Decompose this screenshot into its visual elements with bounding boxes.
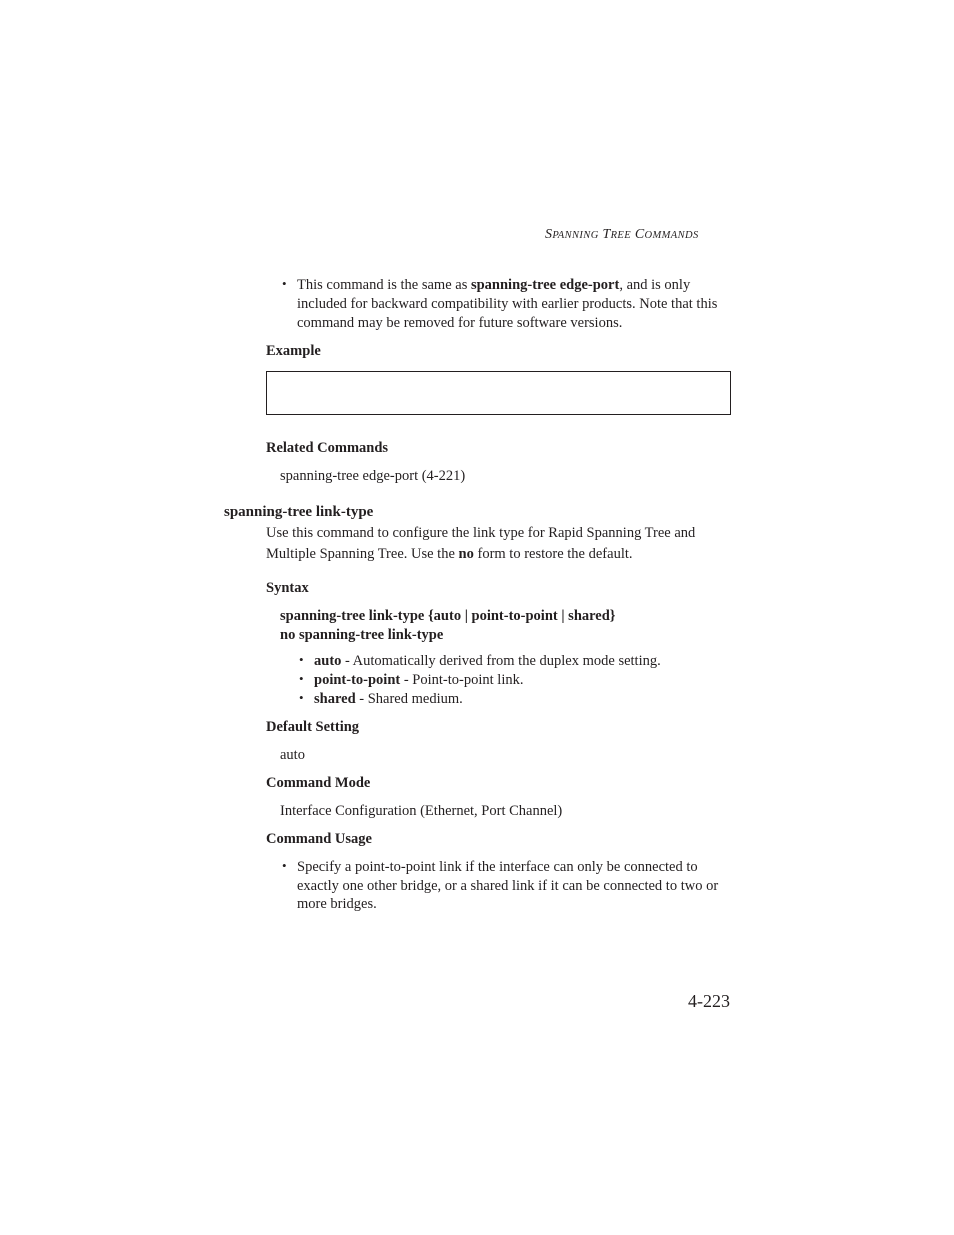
command-usage-line: exactly one other bridge, or a shared link if it can be connected to two or [297,878,719,894]
bullet-icon: • [282,276,287,291]
command-usage-heading: Command Usage [266,831,372,847]
bullet-icon: • [299,690,304,705]
option-term: point-to-point [314,672,401,688]
option-desc: - Shared medium. [355,691,463,707]
header-letter: C [634,227,645,242]
bullet-icon: • [299,652,304,667]
intro-bullet-line: command may be removed for future software versions. [297,315,623,331]
intro-bullet-line: included for backward compatibility with earlier products. Note that this [297,296,718,312]
related-commands-heading: Related Commands [266,440,389,456]
syntax-option [314,671,523,690]
text: form to restore the default. [473,546,633,562]
option-desc: - Automatically derived from the duplex mode setting. [341,653,661,669]
option-term: shared [314,691,356,707]
syntax-option [314,690,463,709]
header-smallcaps: REE [610,230,632,241]
option-desc: - Point-to-point link. [400,672,524,688]
default-setting-heading: Default Setting [266,719,360,735]
running-header [545,225,699,245]
command-reference: spanning-tree edge-port [470,277,620,293]
text: This command is the same as [297,277,471,293]
bullet-icon: • [299,671,304,686]
bullet-icon: • [282,858,287,873]
section-title: spanning-tree link-type [224,504,374,520]
text: , and is only [619,277,691,293]
related-command-link[interactable]: spanning-tree edge-port (4-221) [280,468,466,484]
section-description: Use this command to configure the link type for Rapid Spanning Tree and [266,525,696,541]
syntax-option [314,652,661,671]
header-smallcaps: PANNING [552,230,599,241]
syntax-line: no spanning-tree link-type [280,627,444,643]
command-mode-heading: Command Mode [266,775,371,791]
keyword: no [458,546,474,562]
syntax-line: spanning-tree link-type {auto | point-to-point | shared} [280,608,616,624]
page-number: 4-223 [688,991,730,1011]
header-letter: T [602,227,611,242]
example-code-box [266,371,731,415]
section-description [266,545,633,564]
default-setting-value: auto [280,747,305,763]
text: Multiple Spanning Tree. Use the [266,546,459,562]
header-smallcaps: OMMANDS [644,230,699,241]
command-usage-line: more bridges. [297,896,377,912]
command-usage-line: Specify a point-to-point link if the interface can only be connected to [297,859,698,875]
intro-bullet-line [297,276,690,295]
command-mode-value: Interface Configuration (Ethernet, Port Channel) [280,803,563,819]
example-heading: Example [266,343,321,359]
option-term: auto [314,653,342,669]
header-letter: S [545,227,553,242]
syntax-heading: Syntax [266,580,309,596]
